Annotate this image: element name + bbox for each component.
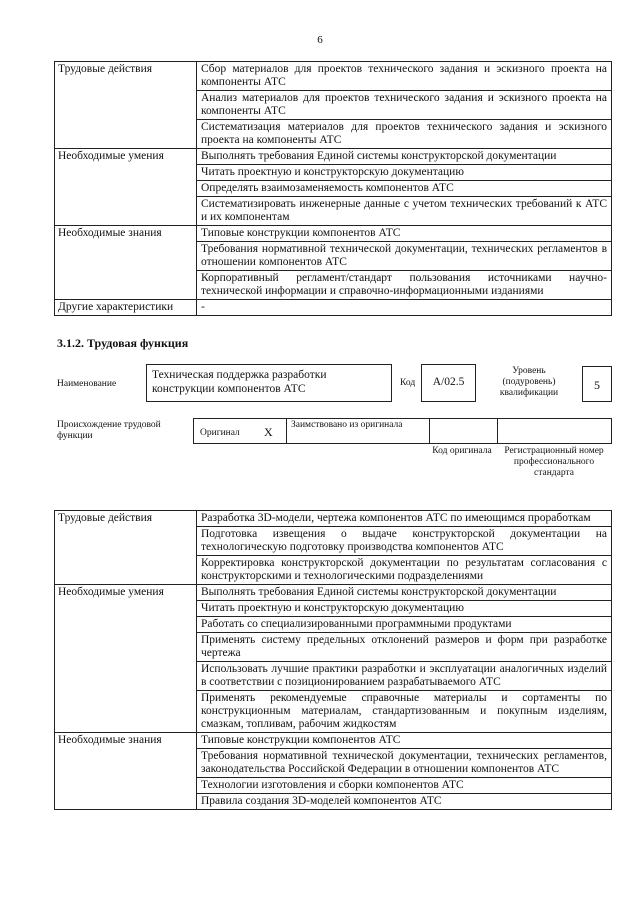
section-heading: 3.1.2. Трудовая функция: [57, 336, 189, 350]
table-row: [55, 226, 612, 242]
section-item: Анализ материалов для проектов технического задания и эскизного проекта на компоненты АТС: [197, 91, 612, 120]
code-original-caption: Код оригинала: [432, 446, 492, 456]
section-item: Правила создания 3D-моделей компонентов АТС: [197, 794, 612, 810]
section-item: Читать проектную и конструкторскую документацию: [197, 165, 612, 181]
code-label: Код: [400, 378, 416, 388]
page-number: 6: [317, 34, 323, 46]
section-item: Технологии изготовления и сборки компонентов АТС: [197, 778, 612, 794]
section-label: Необходимые знания: [55, 226, 197, 300]
section-item: Требования нормативной технической документации, технических регламентов, законодательства Российской Федерации в отношении компонентов АТС: [197, 749, 612, 778]
section-item: Определять взаимозаменяемость компонентов АТС: [197, 181, 612, 197]
borrowed-label: Заимствовано из оригинала: [291, 420, 403, 430]
section-item: Сбор материалов для проектов технического задания и эскизного проекта на компоненты АТС: [197, 62, 612, 91]
name-label: Наименование: [57, 379, 117, 389]
section-item: Систематизация материалов для проектов технического задания и эскизного проекта на компоненты АТС: [197, 120, 612, 149]
section-item: Разработка 3D-модели, чертежа компонентов АТС по имеющимся проработкам: [197, 511, 612, 527]
section-item: Выполнять требования Единой системы конструкторской документации: [197, 149, 612, 165]
table-row: [55, 62, 612, 91]
section-item: Подготовка извещения о выдаче конструкторской документации на технологическую подготовку производства компонентов АТС: [197, 527, 612, 556]
section-item: Применять рекомендуемые справочные материалы и сортаменты по конструкционным материалам, стандартизованным и покупным изделиям, смазкам, топливам, рабочим жидкостям: [197, 691, 612, 733]
section-item: Читать проектную и конструкторскую документацию: [197, 601, 612, 617]
table-row: [55, 733, 612, 749]
function-code-value: A/02.5: [421, 364, 476, 402]
function-name-value: Техническая поддержка разработки конструкции компонентов АТС: [146, 364, 392, 402]
original-mark: X: [264, 425, 273, 439]
table-row: [55, 511, 612, 527]
section-item: Типовые конструкции компонентов АТС: [197, 733, 612, 749]
section-label: Другие характеристики: [55, 300, 197, 316]
section-label: Необходимые знания: [55, 733, 197, 810]
section-item: Корпоративный регламент/стандарт пользования источниками научно-технической информации и справочно-информационными изданиями: [197, 271, 612, 300]
table-row: [55, 300, 612, 316]
section-item: Использовать лучшие практики разработки и эксплуатации аналогичных изделий в соответствии с позиционированием разрабатываемого АТС: [197, 662, 612, 691]
section-item: -: [197, 300, 612, 316]
origin-label: Происхождение трудовой функции: [57, 420, 161, 441]
section-label: Необходимые умения: [55, 149, 197, 226]
section-label: Необходимые умения: [55, 585, 197, 733]
section-item: Требования нормативной технической документации, технических регламентов в отношении компонентов АТС: [197, 242, 612, 271]
section-item: Корректировка конструкторской документации по результатам согласования с конструкторскими и технологическими подразделениями: [197, 556, 612, 585]
table-row: [55, 585, 612, 601]
section-item: Выполнять требования Единой системы конструкторской документации: [197, 585, 612, 601]
section-item: Типовые конструкции компонентов АТС: [197, 226, 612, 242]
labor-function-table-1: [54, 61, 612, 316]
section-label: Трудовые действия: [55, 511, 197, 585]
section-label: Трудовые действия: [55, 62, 197, 149]
qualification-level-value: 5: [582, 366, 612, 402]
qualification-level-label: Уровень (подуровень) квалификации: [499, 366, 559, 398]
registration-number-caption: Регистрационный номер профессионального стандарта: [504, 446, 604, 478]
section-item: Применять систему предельных отклонений размеров и форм при разработке чертежа: [197, 633, 612, 662]
original-label: Оригинал: [200, 428, 240, 438]
table-row: [55, 149, 612, 165]
section-item: Работать со специализированными программными продуктами: [197, 617, 612, 633]
origin-row: [193, 418, 612, 444]
section-item: Систематизировать инженерные данные с учетом технических требований к АТС и их компонентам: [197, 197, 612, 226]
labor-function-table-2: [54, 510, 612, 810]
